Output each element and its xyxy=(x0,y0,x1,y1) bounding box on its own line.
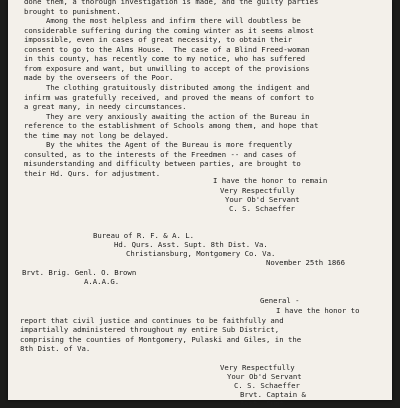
body-line: considerable suffering during the coming winter as it seems almost xyxy=(24,25,314,35)
body-line: Among the most helpless and infirm there will doubtless be xyxy=(24,16,301,26)
body-line: consulted, as to the interests of the Freedmen -- and cases of xyxy=(24,149,297,159)
body-line: reference to the establishment of Schools among them, and hope that xyxy=(24,121,319,131)
body-line: a great many, in needy circumstances. xyxy=(24,102,187,112)
closing-line: C. S. Schaeffer xyxy=(229,204,295,213)
body-line: done them, a thorough investigation is made, and the guilty parties xyxy=(24,0,319,6)
closing-line: I have the honor to remain xyxy=(213,176,328,185)
body-line: The clothing gratuitously distributed among the indigent and xyxy=(24,82,310,92)
body-line: By the whites the Agent of the Bureau is more frequently xyxy=(24,140,292,150)
letterhead-line: Christiansburg, Montgomery Co. Va. xyxy=(126,249,276,258)
addressee-line: Brvt. Brig. Genl. O. Brown xyxy=(22,268,137,277)
body-line: misunderstanding and difficulty between parties, are brought to xyxy=(24,159,301,169)
closing-line: Your Ob'd Servant xyxy=(227,372,302,381)
letterhead-line: Hd. Qurs. Asst. Supt. 8th Dist. Va. xyxy=(114,240,268,249)
body-line: from exposure and want, but unwilling to accept of the provisions xyxy=(24,63,310,73)
body-line: report that civil justice and continues to be faithfully and xyxy=(20,316,284,325)
body-line: infirm was gratefully received, and proved the means of comfort to xyxy=(24,92,314,102)
body-line: I have the honor to xyxy=(276,306,360,315)
closing-line: Very Respectfully xyxy=(220,363,295,372)
body-line: impossible, even in cases of great necessity, to obtain their xyxy=(24,35,292,45)
document-page xyxy=(8,0,392,408)
closing-line: Your Ob'd Servant xyxy=(225,195,300,204)
salutation: General - xyxy=(260,296,300,305)
body-line: brought to punishment. xyxy=(24,6,121,16)
date-line: November 25th 1866 xyxy=(266,258,346,267)
body-line: comprising the counties of Montgomery, Pulaski and Giles, in the xyxy=(20,335,302,344)
body-line: their Hd. Qurs. for adjustment. xyxy=(24,168,161,178)
body-line: impartially administered throughout my entire Sub District, xyxy=(20,325,280,334)
body-line: consent to go to the Alms House. The case of a Blind Freed-woman xyxy=(24,44,310,54)
body-line: in this county, has recently come to my notice, who has suffered xyxy=(24,54,306,64)
closing-line: Asst. Supt. xyxy=(240,399,289,408)
body-line: They are very anxiously awaiting the action of the Bureau in xyxy=(24,111,310,121)
body-line: made by the overseers of the Poor. xyxy=(24,73,174,83)
closing-line: C. S. Schaeffer xyxy=(234,381,300,390)
addressee-line: A.A.A.G. xyxy=(84,277,120,286)
body-line: 8th Dist. of Va. xyxy=(20,344,91,353)
closing-line: Brvt. Captain & xyxy=(240,390,306,399)
letterhead-line: Bureau of R. F. & A. L. xyxy=(93,231,195,240)
closing-line: Very Respectfully xyxy=(220,186,295,195)
body-line: the time may not long be delayed. xyxy=(24,130,169,140)
